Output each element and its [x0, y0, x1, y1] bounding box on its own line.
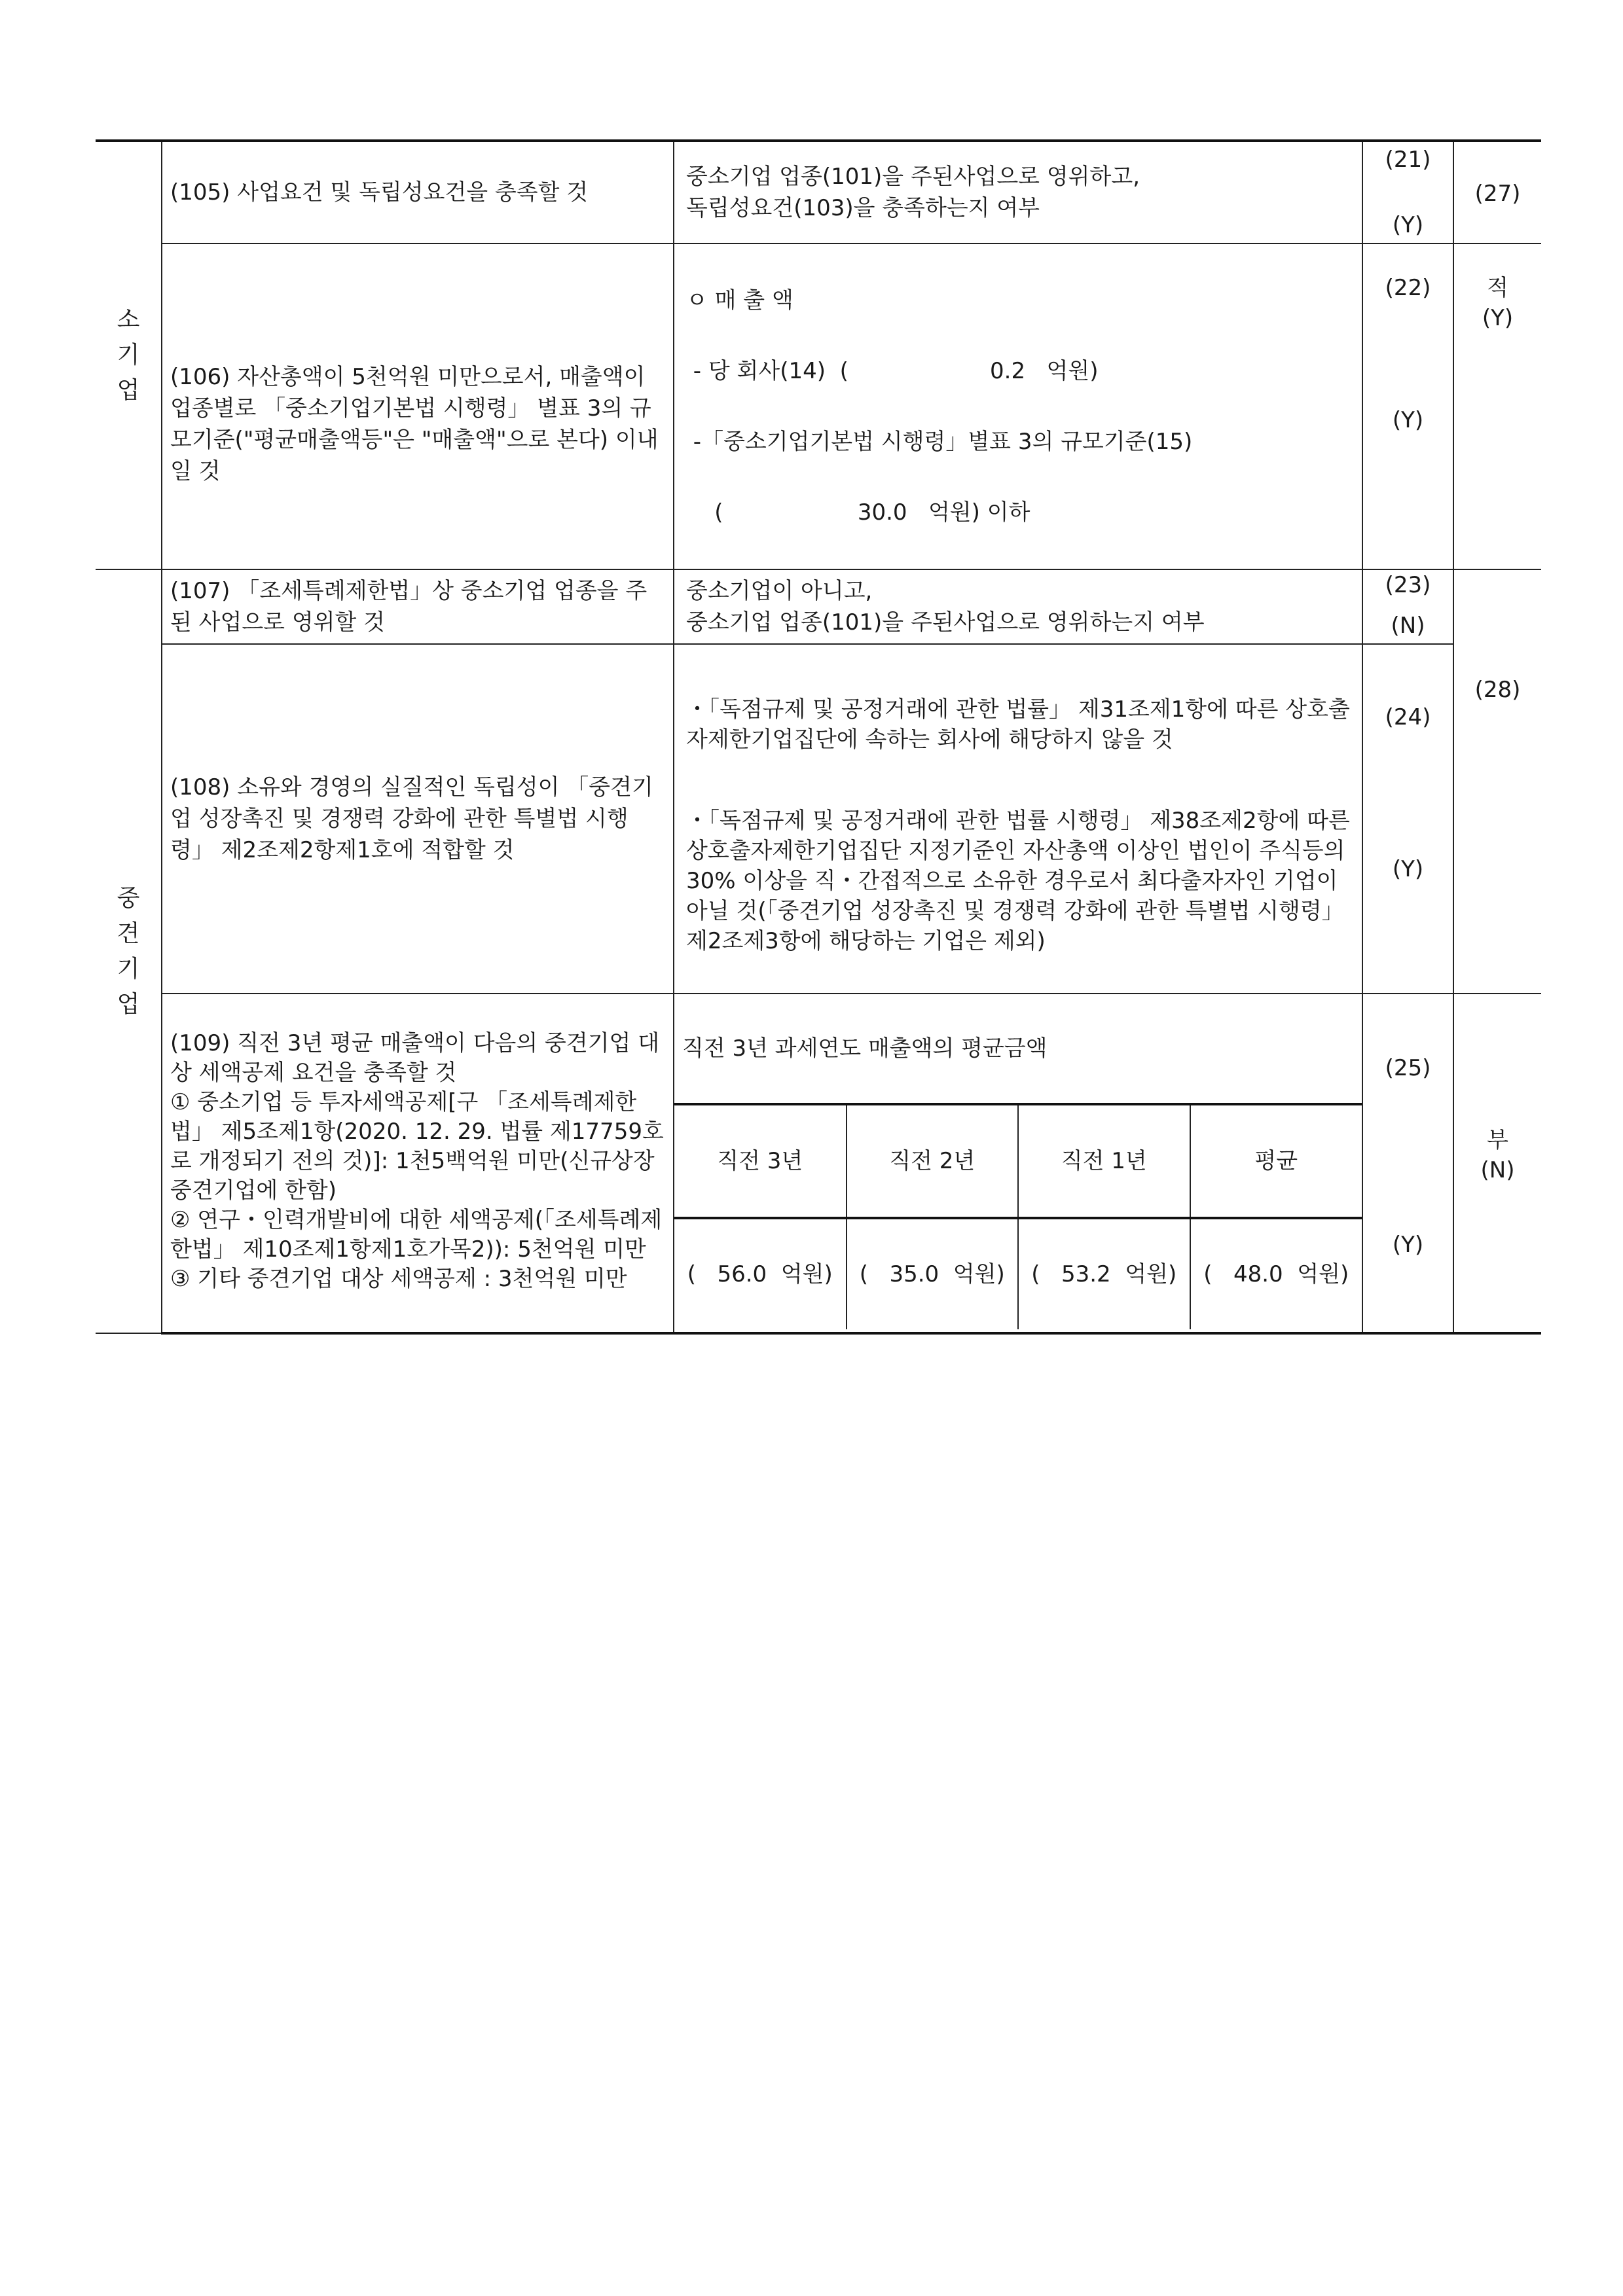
description-105: 중소기업 업종(101)을 주된사업으로 영위하고, 독립성요건(103)을 충족하는지 여부 [674, 141, 1362, 243]
amount-prior-2y: ( 35.0 억원) [847, 1218, 1019, 1329]
company-sales: - 당 회사(14) ( 0.2 억원) [686, 358, 1099, 384]
bullet-fair-trade-38: ・「독점규제 및 공정거래에 관한 법률 시행령」 제38조제2항에 따른 상호출자제한기업집단 지정기준인 자산총액 이상인 법인이 주식등의 30% 이상을 직・간접적으로 소유한 경우로서 최다출자자인 기업이 아닐 것(「중견기업 성장촉진 및 경쟁력 강화에 관한 특별법 시행령」 제2조제3항에 해당하는 기업은 제외) [686, 808, 1350, 954]
mark-105: (Y) [1392, 212, 1424, 238]
result-label: 부 [1487, 1127, 1508, 1153]
requirement-107: (107) 「조세특례제한법」상 중소기업 업종을 주된 사업으로 영위할 것 [162, 569, 674, 644]
average-sales-table [674, 994, 1362, 1329]
mark-107: (N) [1391, 613, 1425, 639]
mark-109: (Y) [1392, 1232, 1424, 1258]
category-char: 업 [117, 377, 140, 404]
requirement-109: (109) 직전 3년 평균 매출액이 다음의 중견기업 대상 세액공제 요건을 충족할 것 ① 중소기업 등 투자세액공제[구 「조세특례제한법」 제5조제1항(2020. 12. 29. 법률 제17759호로 개정되기 전의 것)]: 1천5백억원 미만(신규상장 중견기업에 한함) ② 연구・인력개발비에 대한 세액공제(「조세특례제한법」 제10조제1항제1호가목2)): 5천억원 미만 ③ 기타 중견기업 대상 세액공제 : 3천억원 미만 [162, 994, 674, 1333]
size-standard: -「중소기업기본법 시행령」별표 3의 규모기준(15) [686, 429, 1193, 455]
row-107 [96, 569, 1541, 644]
category-char: 소 [117, 306, 140, 333]
enterprise-criteria-table [96, 139, 1541, 1335]
column-average: 평균 [1190, 1104, 1362, 1218]
result-label: 적 [1487, 275, 1508, 301]
code-cell-105 [1362, 141, 1453, 243]
category-char: 업 [117, 990, 140, 1018]
code-cell-107 [1362, 569, 1453, 644]
category-char: 중 [117, 884, 140, 912]
result-mark: (Y) [1482, 305, 1514, 331]
amount-prior-3y: ( 56.0 억원) [674, 1218, 847, 1329]
category-char: 기 [117, 342, 140, 368]
row-106 [96, 243, 1541, 569]
amount-prior-1y: ( 53.2 억원) [1018, 1218, 1190, 1329]
mark-106: (Y) [1392, 407, 1424, 433]
category-char: 기 [117, 955, 140, 982]
requirement-106: (106) 자산총액이 5천억원 미만으로서, 매출액이 업종별로 「중소기업기본법 시행령」 별표 3의 규모기준("평균매출액등"은 "매출액"으로 본다) 이내일 것 [162, 243, 674, 569]
description-108 [674, 644, 1362, 994]
requirement-105: (105) 사업요건 및 독립성요건을 충족할 것 [162, 141, 674, 243]
result-small-enterprise [1453, 243, 1541, 569]
row-105 [96, 141, 1541, 243]
column-prior-2y: 직전 2년 [847, 1104, 1019, 1218]
category-midsize-enterprise [96, 569, 162, 1333]
requirement-108: (108) 소유와 경영의 실질적인 독립성이 「중견기업 성장촉진 및 경쟁력 강화에 관한 특별법 시행령」 제2조제2항제1호에 적합할 것 [162, 644, 674, 994]
result-code-28 [1453, 569, 1541, 994]
result-midsize-enterprise [1453, 994, 1541, 1333]
average-sales-cell [674, 994, 1362, 1333]
category-small-enterprise [96, 141, 162, 569]
row-108 [96, 644, 1541, 994]
code-24: (24) [1385, 704, 1431, 730]
code-25: (25) [1385, 1055, 1431, 1081]
category-char: 견 [117, 920, 140, 947]
result-mark: (N) [1480, 1157, 1515, 1183]
sales-title: ㅇ 매 출 액 [686, 287, 793, 314]
mark-108: (Y) [1392, 856, 1424, 882]
result-code: (28) [1474, 677, 1521, 703]
code-23: (23) [1385, 572, 1431, 598]
result-code: (27) [1474, 181, 1521, 207]
code-21: (21) [1385, 147, 1431, 173]
description-107: 중소기업이 아니고, 중소기업 업종(101)을 주된사업으로 영위하는지 여부 [674, 569, 1362, 644]
description-106 [674, 243, 1362, 569]
size-standard-value: ( 30.0 억원) 이하 [686, 499, 1030, 526]
result-code-27 [1453, 141, 1541, 243]
average-sales-title: 직전 3년 과세연도 매출액의 평균금액 [674, 994, 1362, 1104]
column-prior-3y: 직전 3년 [674, 1104, 847, 1218]
code-22: (22) [1385, 275, 1431, 301]
code-cell-108 [1362, 644, 1453, 994]
row-109 [96, 994, 1541, 1333]
code-cell-106 [1362, 243, 1453, 569]
amount-average: ( 48.0 억원) [1190, 1218, 1362, 1329]
column-prior-1y: 직전 1년 [1018, 1104, 1190, 1218]
code-cell-109 [1362, 994, 1453, 1333]
bullet-fair-trade-31: ・「독점규제 및 공정거래에 관한 법률」 제31조제1항에 따른 상호출자제한기업집단에 속하는 회사에 해당하지 않을 것 [686, 696, 1350, 753]
